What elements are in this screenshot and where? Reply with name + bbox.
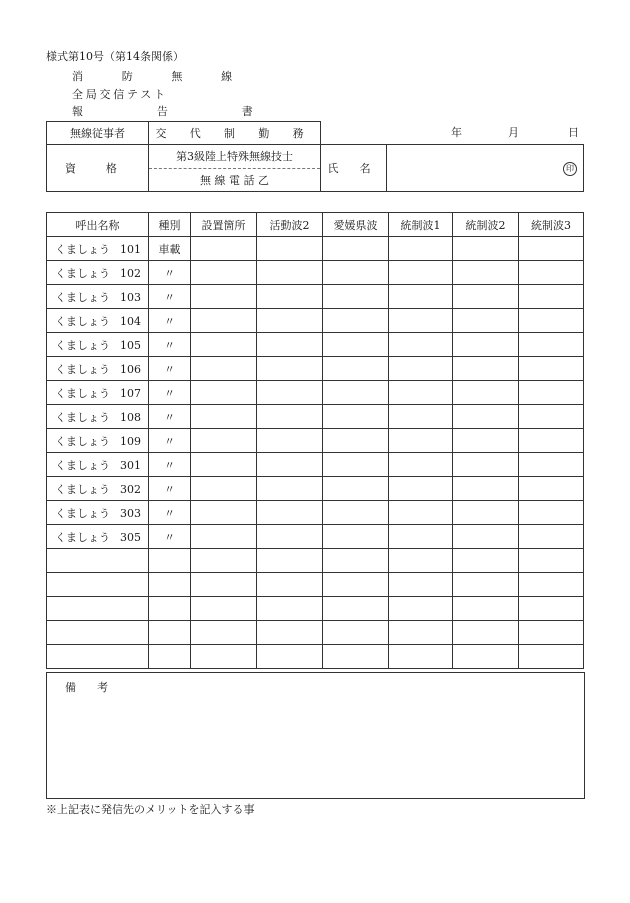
empty-cell[interactable] — [389, 645, 453, 669]
result-cell[interactable] — [519, 261, 584, 285]
result-cell[interactable] — [191, 501, 257, 525]
result-cell[interactable] — [323, 453, 389, 477]
result-cell[interactable] — [389, 309, 453, 333]
call-sign-number: 301 — [120, 458, 141, 472]
call-sign-name: くましょう — [55, 362, 110, 376]
empty-cell[interactable] — [257, 573, 323, 597]
station-type: 〃 — [149, 261, 191, 285]
result-cell[interactable] — [257, 525, 323, 549]
result-cell[interactable] — [453, 357, 519, 381]
column-header: 統制波3 — [519, 213, 584, 237]
call-sign — [47, 453, 149, 477]
call-sign — [47, 333, 149, 357]
call-sign-name: くましょう — [55, 530, 110, 544]
result-cell[interactable] — [389, 453, 453, 477]
table-row — [47, 501, 584, 525]
table-row — [47, 333, 584, 357]
empty-cell[interactable] — [191, 549, 257, 573]
empty-cell[interactable] — [389, 621, 453, 645]
empty-cell[interactable] — [519, 549, 584, 573]
empty-cell[interactable] — [323, 549, 389, 573]
table-row — [47, 381, 584, 405]
result-cell[interactable] — [191, 381, 257, 405]
call-sign — [47, 285, 149, 309]
result-cell[interactable] — [389, 261, 453, 285]
result-cell[interactable] — [389, 333, 453, 357]
station-type: 〃 — [149, 357, 191, 381]
date-year-label: 年 — [451, 126, 462, 139]
qualification-2: 無 線 電 話 乙 — [149, 168, 321, 192]
result-cell[interactable] — [453, 477, 519, 501]
empty-cell[interactable] — [323, 645, 389, 669]
result-cell[interactable] — [519, 453, 584, 477]
result-cell[interactable] — [389, 501, 453, 525]
empty-row — [47, 573, 584, 597]
call-sign-number: 305 — [120, 530, 141, 544]
date-month-label: 月 — [508, 126, 519, 139]
result-cell[interactable] — [519, 381, 584, 405]
column-header: 設置箇所 — [191, 213, 257, 237]
result-cell[interactable] — [257, 405, 323, 429]
result-cell[interactable] — [323, 261, 389, 285]
result-cell[interactable] — [323, 405, 389, 429]
station-type: 〃 — [149, 477, 191, 501]
call-sign-name: くましょう — [55, 506, 110, 520]
call-sign — [47, 501, 149, 525]
result-cell[interactable] — [257, 381, 323, 405]
result-cell[interactable] — [191, 237, 257, 261]
call-sign-number: 107 — [120, 386, 141, 400]
call-sign-number: 104 — [120, 314, 141, 328]
result-cell[interactable] — [323, 357, 389, 381]
result-cell[interactable] — [191, 261, 257, 285]
table-row — [47, 237, 584, 261]
station-type: 〃 — [149, 453, 191, 477]
result-cell[interactable] — [191, 405, 257, 429]
result-cell[interactable] — [453, 501, 519, 525]
operator-value: 交 代 制 勤 務 — [149, 122, 321, 145]
call-sign-number: 105 — [120, 338, 141, 352]
result-cell[interactable] — [519, 237, 584, 261]
result-cell[interactable] — [389, 237, 453, 261]
qualification-label: 資 格 — [47, 145, 149, 192]
table-row — [47, 477, 584, 501]
result-cell[interactable] — [453, 261, 519, 285]
result-cell[interactable] — [453, 525, 519, 549]
date-day-label: 日 — [568, 126, 579, 139]
empty-cell[interactable] — [519, 597, 584, 621]
result-cell[interactable] — [191, 525, 257, 549]
date-area — [321, 122, 584, 145]
empty-cell[interactable] — [323, 597, 389, 621]
result-cell[interactable] — [519, 429, 584, 453]
empty-cell[interactable] — [453, 645, 519, 669]
call-sign-number: 101 — [120, 242, 141, 256]
call-sign — [47, 477, 149, 501]
result-cell[interactable] — [519, 285, 584, 309]
result-cell[interactable] — [257, 237, 323, 261]
station-type: 〃 — [149, 429, 191, 453]
result-cell[interactable] — [323, 501, 389, 525]
result-cell[interactable] — [453, 405, 519, 429]
result-cell[interactable] — [257, 309, 323, 333]
result-cell[interactable] — [257, 501, 323, 525]
result-cell[interactable] — [453, 309, 519, 333]
result-cell[interactable] — [453, 381, 519, 405]
result-cell[interactable] — [257, 285, 323, 309]
empty-cell[interactable] — [191, 597, 257, 621]
empty-cell[interactable] — [257, 549, 323, 573]
empty-cell[interactable] — [257, 621, 323, 645]
operator-label: 無線従事者 — [47, 122, 149, 145]
call-sign-number: 302 — [120, 482, 141, 496]
station-type: 〃 — [149, 525, 191, 549]
empty-cell[interactable] — [149, 549, 191, 573]
doc-title-line-2: 全局交信テスト — [72, 88, 168, 101]
result-cell[interactable] — [191, 285, 257, 309]
result-cell[interactable] — [323, 525, 389, 549]
result-cell[interactable] — [519, 333, 584, 357]
call-sign-name: くましょう — [55, 290, 110, 304]
station-type: 車載 — [149, 237, 191, 261]
column-header: 種別 — [149, 213, 191, 237]
result-cell[interactable] — [519, 525, 584, 549]
seal-mark: 印 — [563, 162, 577, 176]
call-sign-name: くましょう — [55, 410, 110, 424]
call-sign — [47, 405, 149, 429]
result-cell[interactable] — [519, 477, 584, 501]
result-cell[interactable] — [389, 477, 453, 501]
empty-cell[interactable] — [453, 573, 519, 597]
station-type: 〃 — [149, 501, 191, 525]
table-row — [47, 261, 584, 285]
call-sign-name: くましょう — [55, 338, 110, 352]
call-sign — [47, 525, 149, 549]
doc-title-line-1: 消 防 無 線 — [72, 70, 250, 83]
result-cell[interactable] — [453, 285, 519, 309]
result-cell[interactable] — [323, 477, 389, 501]
empty-cell[interactable] — [47, 573, 149, 597]
result-cell[interactable] — [323, 429, 389, 453]
table-row — [47, 453, 584, 477]
result-cell[interactable] — [257, 261, 323, 285]
result-cell[interactable] — [519, 405, 584, 429]
empty-cell[interactable] — [389, 549, 453, 573]
result-cell[interactable] — [519, 309, 584, 333]
call-sign-name: くましょう — [55, 482, 110, 496]
result-cell[interactable] — [323, 309, 389, 333]
notes-box[interactable] — [46, 672, 585, 799]
call-sign-name: くましょう — [55, 242, 110, 256]
empty-row — [47, 645, 584, 669]
notes-label: 備 考 — [65, 681, 117, 694]
result-cell[interactable] — [257, 453, 323, 477]
empty-cell[interactable] — [389, 597, 453, 621]
table-row — [47, 357, 584, 381]
result-cell[interactable] — [519, 501, 584, 525]
call-sign — [47, 237, 149, 261]
empty-cell[interactable] — [519, 573, 584, 597]
column-header: 呼出名称 — [47, 213, 149, 237]
empty-cell[interactable] — [453, 549, 519, 573]
table-header-row — [47, 213, 584, 237]
name-label: 氏 名 — [321, 145, 387, 192]
call-sign-number: 303 — [120, 506, 141, 520]
result-cell[interactable] — [323, 381, 389, 405]
call-sign-name: くましょう — [55, 434, 110, 448]
call-sign-name: くましょう — [55, 458, 110, 472]
table-row — [47, 525, 584, 549]
name-field[interactable] — [387, 145, 584, 192]
footnote: ※上記表に発信先のメリットを記入する事 — [46, 803, 255, 816]
result-cell[interactable] — [453, 333, 519, 357]
empty-cell[interactable] — [453, 621, 519, 645]
call-sign-name: くましょう — [55, 386, 110, 400]
empty-cell[interactable] — [323, 573, 389, 597]
station-list-table — [46, 212, 584, 669]
call-sign-number: 108 — [120, 410, 141, 424]
empty-cell[interactable] — [519, 645, 584, 669]
table-row — [47, 285, 584, 309]
table-row — [47, 309, 584, 333]
column-header: 愛媛県波 — [323, 213, 389, 237]
call-sign — [47, 261, 149, 285]
call-sign-name: くましょう — [55, 314, 110, 328]
table-row — [47, 405, 584, 429]
empty-cell[interactable] — [149, 573, 191, 597]
call-sign — [47, 381, 149, 405]
result-cell[interactable] — [191, 453, 257, 477]
station-type: 〃 — [149, 405, 191, 429]
empty-cell[interactable] — [519, 621, 584, 645]
result-cell[interactable] — [389, 405, 453, 429]
result-cell[interactable] — [389, 381, 453, 405]
result-cell[interactable] — [257, 477, 323, 501]
result-cell[interactable] — [323, 333, 389, 357]
empty-row — [47, 621, 584, 645]
column-header: 統制波2 — [453, 213, 519, 237]
column-header: 活動波2 — [257, 213, 323, 237]
result-cell[interactable] — [453, 429, 519, 453]
table-row — [47, 429, 584, 453]
empty-cell[interactable] — [323, 621, 389, 645]
result-cell[interactable] — [191, 357, 257, 381]
station-type: 〃 — [149, 381, 191, 405]
empty-cell[interactable] — [453, 597, 519, 621]
result-cell[interactable] — [257, 333, 323, 357]
station-type: 〃 — [149, 285, 191, 309]
doc-title-line-3: 報 告 書 — [72, 105, 288, 118]
call-sign — [47, 429, 149, 453]
empty-cell[interactable] — [191, 645, 257, 669]
column-header: 統制波1 — [389, 213, 453, 237]
empty-cell[interactable] — [257, 645, 323, 669]
call-sign — [47, 309, 149, 333]
empty-cell[interactable] — [149, 597, 191, 621]
result-cell[interactable] — [323, 285, 389, 309]
result-cell[interactable] — [191, 309, 257, 333]
result-cell[interactable] — [257, 357, 323, 381]
result-cell[interactable] — [519, 357, 584, 381]
empty-cell[interactable] — [389, 573, 453, 597]
result-cell[interactable] — [389, 525, 453, 549]
station-type: 〃 — [149, 333, 191, 357]
call-sign-name: くましょう — [55, 266, 110, 280]
empty-cell[interactable] — [149, 621, 191, 645]
call-sign-number: 109 — [120, 434, 141, 448]
empty-cell[interactable] — [47, 549, 149, 573]
empty-row — [47, 597, 584, 621]
result-cell[interactable] — [191, 429, 257, 453]
empty-cell[interactable] — [149, 645, 191, 669]
result-cell[interactable] — [453, 453, 519, 477]
station-type: 〃 — [149, 309, 191, 333]
call-sign-number: 102 — [120, 266, 141, 280]
result-cell[interactable] — [257, 429, 323, 453]
result-cell[interactable] — [389, 357, 453, 381]
empty-cell[interactable] — [47, 645, 149, 669]
empty-cell[interactable] — [191, 573, 257, 597]
call-sign-number: 106 — [120, 362, 141, 376]
empty-row — [47, 549, 584, 573]
result-cell[interactable] — [389, 429, 453, 453]
result-cell[interactable] — [191, 477, 257, 501]
result-cell[interactable] — [453, 237, 519, 261]
result-cell[interactable] — [389, 285, 453, 309]
call-sign-number: 103 — [120, 290, 141, 304]
empty-cell[interactable] — [47, 597, 149, 621]
qualification-1: 第3級陸上特殊無線技士 — [149, 145, 321, 169]
result-cell[interactable] — [323, 237, 389, 261]
empty-cell[interactable] — [191, 621, 257, 645]
call-sign — [47, 357, 149, 381]
empty-cell[interactable] — [257, 597, 323, 621]
form-number: 様式第10号（第14条関係） — [46, 50, 184, 63]
operator-info-table — [46, 121, 584, 192]
empty-cell[interactable] — [47, 621, 149, 645]
result-cell[interactable] — [191, 333, 257, 357]
